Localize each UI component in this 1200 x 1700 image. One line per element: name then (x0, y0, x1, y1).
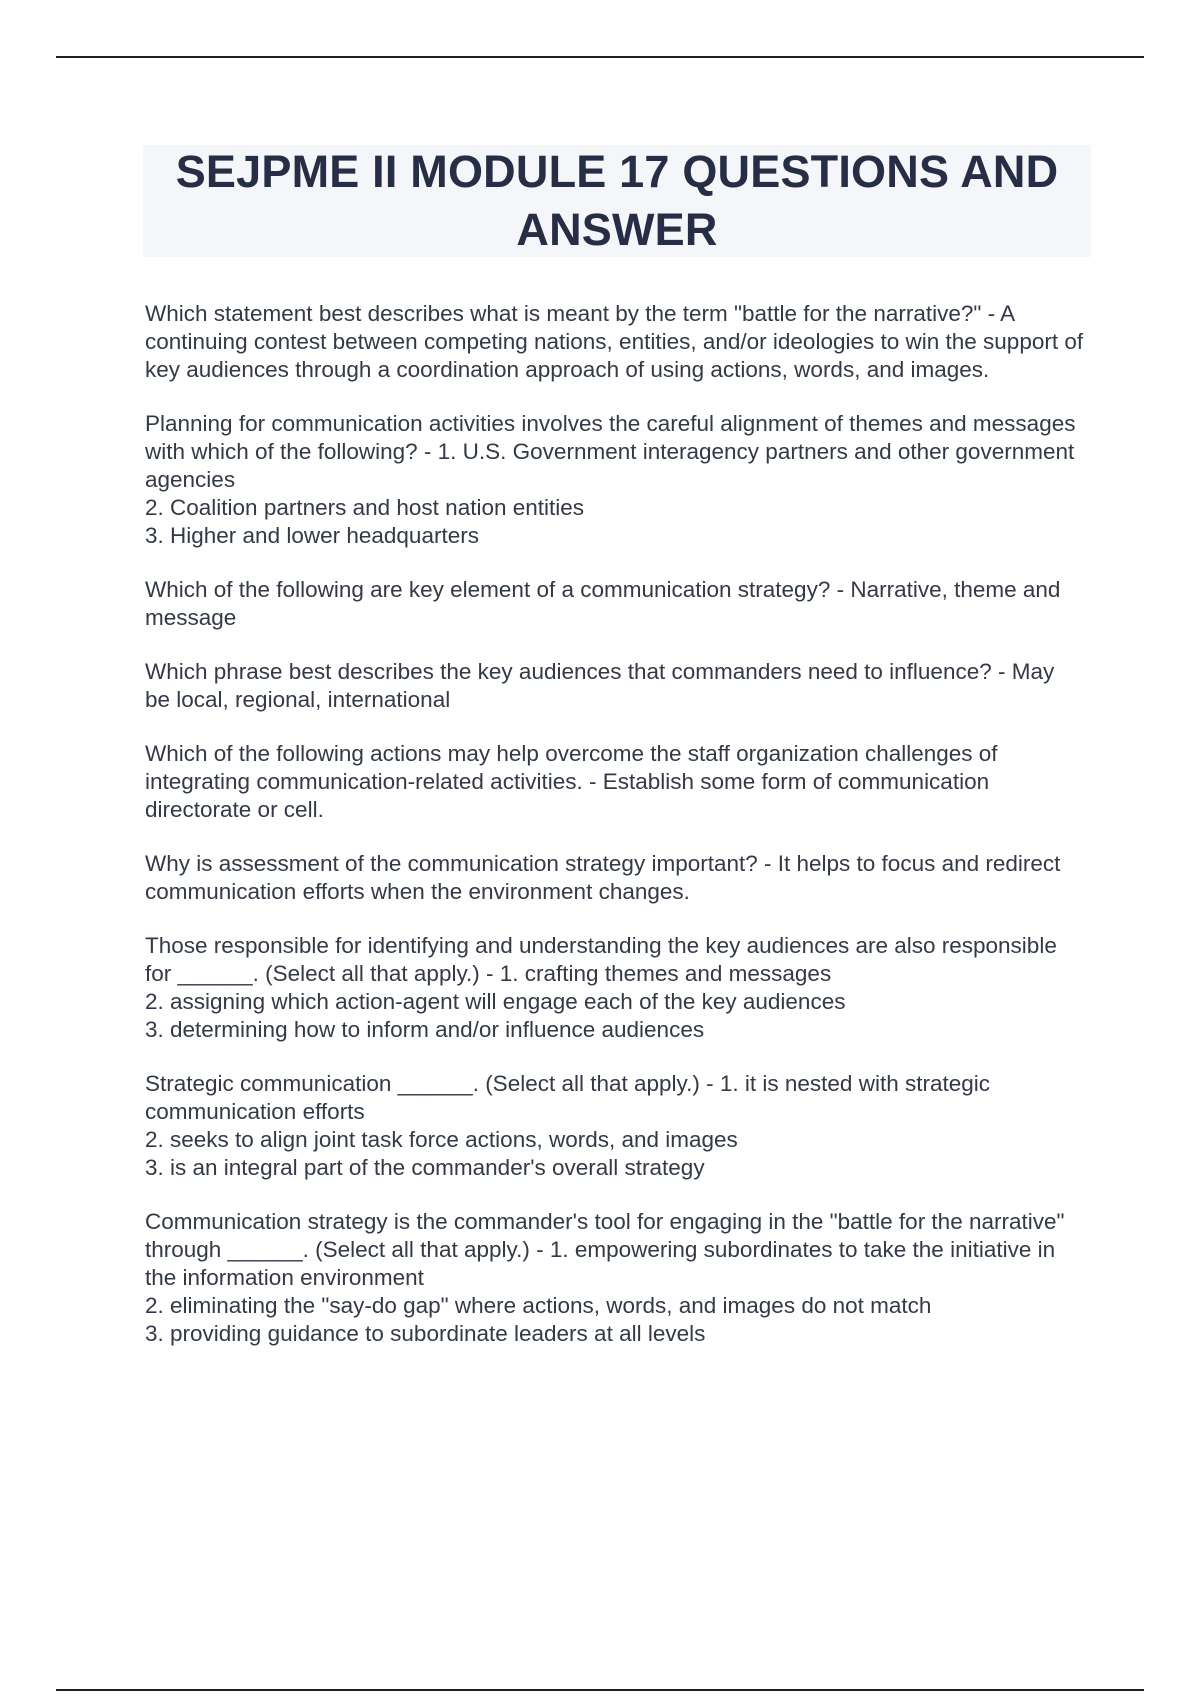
footer-rule (56, 1689, 1144, 1691)
qa-line: 2. seeks to align joint task force actions, words, and images (145, 1127, 738, 1152)
qa-line: Which of the following actions may help overcome the staff organization challenges of integrating communication-related activities. - Establish some form of communication directorate or cell. (145, 741, 1004, 822)
qa-item (145, 740, 1085, 824)
qa-item (145, 576, 1085, 632)
document-title: SEJPME II MODULE 17 QUESTIONS AND ANSWER (175, 146, 1059, 255)
qa-line: 3. providing guidance to subordinate leaders at all levels (145, 1321, 706, 1346)
qa-item (145, 300, 1090, 384)
qa-item (145, 658, 1085, 714)
qa-item (145, 932, 1085, 1044)
qa-item (145, 410, 1085, 550)
title-banner (143, 145, 1091, 257)
qa-item (145, 1070, 1085, 1182)
qa-item (145, 850, 1085, 906)
qa-list (145, 300, 1090, 1374)
qa-line: Which phrase best describes the key audiences that commanders need to influence? - May be local, regional, international (145, 659, 1061, 712)
qa-line: Communication strategy is the commander's tool for engaging in the "battle for the narrative" through ______. (Select all that apply.) - 1. empowering subordinates to take the initiative in the information environment (145, 1209, 1071, 1290)
qa-line: 3. is an integral part of the commander's overall strategy (145, 1155, 705, 1180)
qa-line: Why is assessment of the communication strategy important? - It helps to focus and redirect communication efforts when the environment changes. (145, 851, 1067, 904)
qa-line: 2. Coalition partners and host nation entities (145, 495, 585, 520)
qa-line: Strategic communication ______. (Select all that apply.) - 1. it is nested with strategic communication efforts (145, 1071, 997, 1124)
qa-line: 3. Higher and lower headquarters (145, 523, 479, 548)
qa-line: 3. determining how to inform and/or influence audiences (145, 1017, 705, 1042)
qa-line: Which of the following are key element of a communication strategy? - Narrative, theme and message (145, 577, 1067, 630)
header-rule (56, 56, 1144, 58)
qa-line: Which statement best describes what is meant by the term "battle for the narrative?" - A continuing contest between competing nations, entities, and/or ideologies to win the support of key audiences through a coordination approach of using actions, words, and images. (145, 301, 1090, 382)
qa-line: 2. eliminating the "say-do gap" where actions, words, and images do not match (145, 1293, 932, 1318)
qa-item (145, 1208, 1085, 1348)
qa-line: 2. assigning which action-agent will engage each of the key audiences (145, 989, 846, 1014)
qa-line: Those responsible for identifying and understanding the key audiences are also responsible for ______. (Select all that apply.) - 1. crafting themes and messages (145, 933, 1064, 986)
qa-line: Planning for communication activities involves the careful alignment of themes and messages with which of the following? - 1. U.S. Government interagency partners and other government agencies (145, 411, 1082, 492)
